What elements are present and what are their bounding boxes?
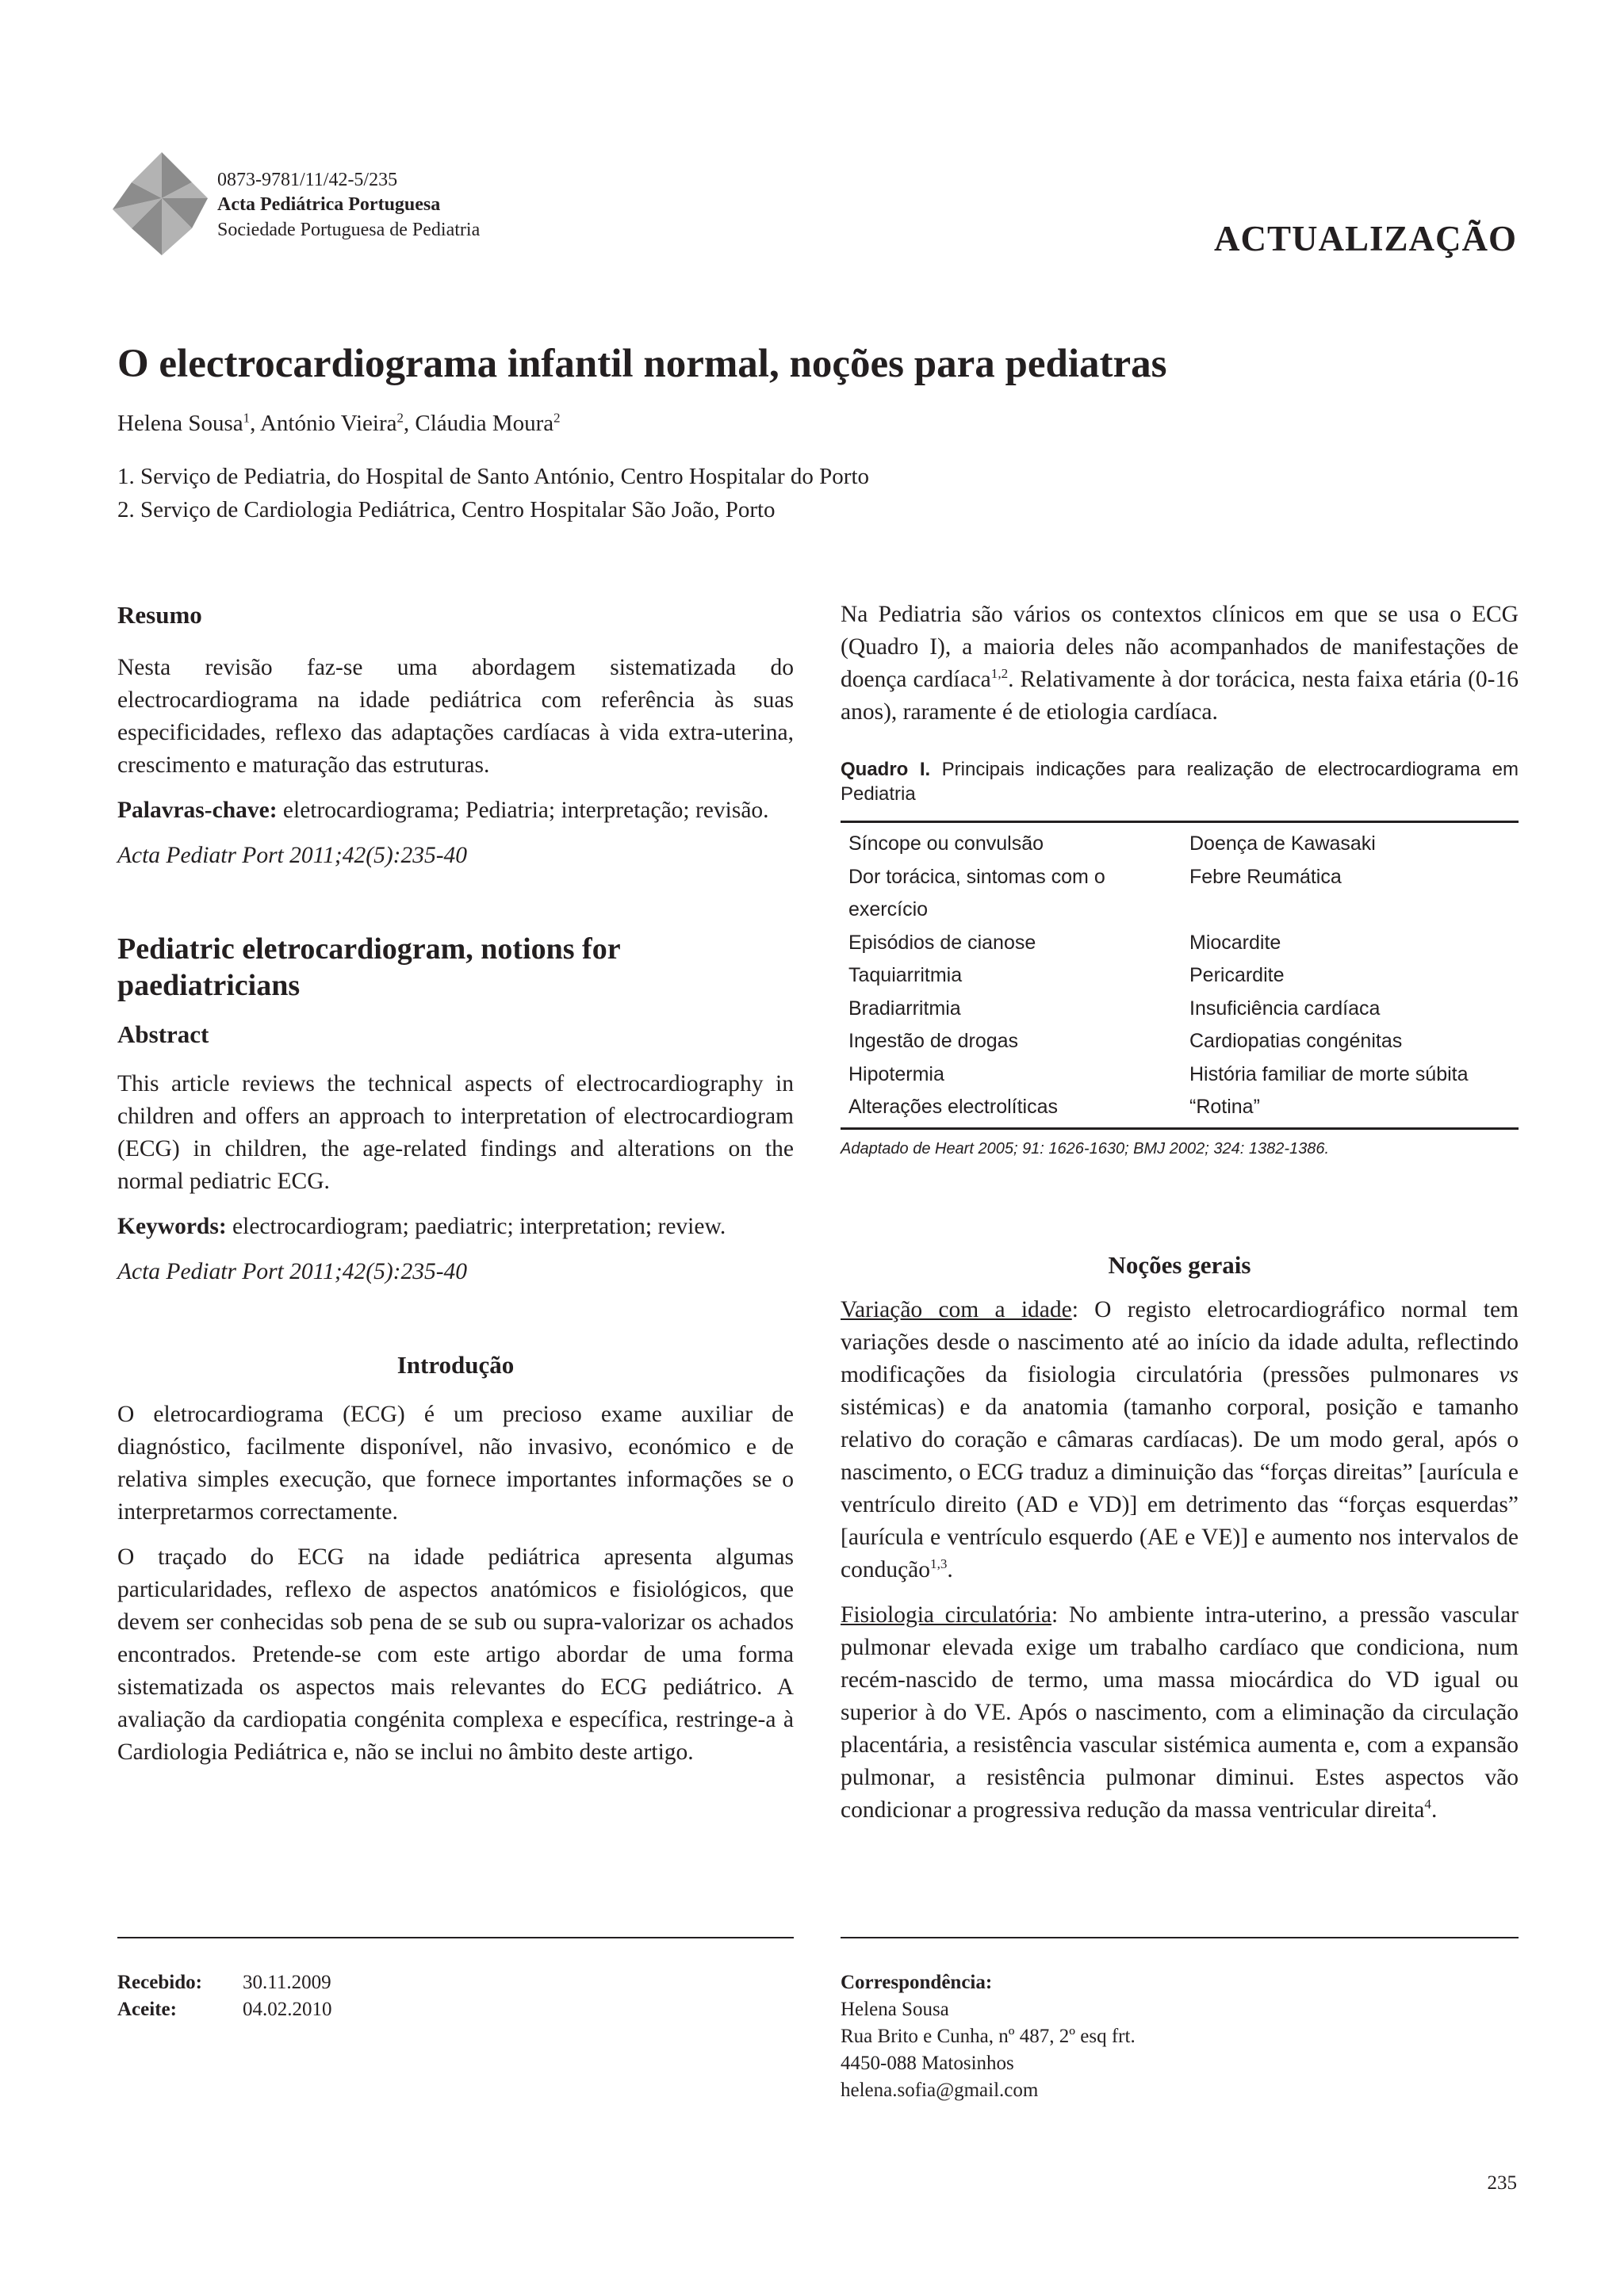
- received-row: Recebido: 30.11.2009: [117, 1972, 331, 1993]
- table-cell: História familiar de morte súbita: [1189, 1062, 1469, 1085]
- table-row: [841, 927, 1519, 960]
- table-cell: Cardiopatias congénitas: [1189, 1030, 1403, 1052]
- accepted-row: Aceite: 04.02.2010: [117, 1999, 332, 2020]
- issn: 0873-9781/11/42-5/235: [217, 170, 398, 190]
- table-cell: Bradiarritmia: [848, 997, 961, 1020]
- table-caption: Quadro I. Principais indicações para realização de electrocardiograma em Pediatria: [841, 759, 1519, 805]
- table-cell: Hipotermia: [848, 1062, 944, 1085]
- table-cell: “Rotina”: [1189, 1096, 1260, 1118]
- right-intro: Na Pediatria são vários os contextos clínicos em que se usa o ECG (Quadro I), a maioria deles não acompanhados de manifestações de doença cardíaca$^{1,2}$. Relativamente à dor torácica, nesta faixa etária (0-16 anos), raramente é de etiologia cardíaca.: [841, 602, 1519, 725]
- introducao-p2: O traçado do ECG na idade pediátrica apresenta algumas particularidades, reflexo de aspectos anatómicos e fisiológicos, que devem ser conhecidas sob pena de se sub ou supra-valorizar os achados encontrados. Pretende-se com este artigo abordar de uma forma sistematizada os aspectos mais relevantes do ECG pediátrico. A avaliação da cardiopatia congénita complexa e específica, restringe-a à Cardiologia Pediátrica e, não se inclui no âmbito deste artigo.: [117, 1544, 794, 1765]
- english-title: Pediatric eletrocardiogram, notions for paediatricians: [117, 932, 620, 1002]
- table-row: [841, 1058, 1519, 1092]
- page-number: 235: [1487, 2172, 1517, 2194]
- table-cell: Febre Reumática: [1189, 865, 1342, 888]
- correspondence-name: Helena Sousa: [841, 1999, 949, 2020]
- author-name: Cláudia Moura: [415, 411, 554, 436]
- introducao-heading: Introdução: [396, 1351, 515, 1379]
- quadro-table-block: [841, 757, 1519, 1160]
- nocoes-p1: Variação com a idade: O registo eletrocardiográfico normal tem variações desde o nascimento até ao início da idade adulta, reflectindo modificações da fisiologia circulatória (pressões pulmonares vs sistémicas) e da anatomia (tamanho corporal, posição e tamanho relativo do coração e câmaras cardíacas). De um modo geral, após o nascimento, o ECG traduz a diminuição das “forças direitas” [aurícula e ventrículo direito (AD e VD)] em detrimento das “forças esquerdas” [aurícula e ventrículo esquerdo (AE e VE)] e aumento nos intervalos de condução$^{1,3}$.: [841, 1296, 1519, 1582]
- table-row: [841, 959, 1519, 993]
- abstract-text: This article reviews the technical aspects of electrocardiography in children and offers an approach to interpretation of electrocardiogram (ECG) in children, the age-related findings and alterations on the normal pediatric ECG.: [117, 1071, 794, 1194]
- table-row: [841, 861, 1519, 927]
- correspondence-address: Rua Brito e Cunha, nº 487, 2º esq frt.: [841, 2026, 1136, 2047]
- table-cell: Insuficiência cardíaca: [1189, 997, 1381, 1020]
- right-column: [841, 599, 1519, 1839]
- indications-table: [841, 821, 1519, 1130]
- left-column: [117, 599, 794, 1781]
- journal-name: Acta Pediátrica Portuguesa: [217, 194, 441, 215]
- table-cell: Alterações electrolíticas: [848, 1096, 1059, 1118]
- citation-en: Acta Pediatr Port 2011;42(5):235-40: [117, 1259, 468, 1284]
- table-cell: Miocardite: [1189, 931, 1281, 954]
- abstract-heading: Abstract: [117, 1020, 209, 1048]
- table-cell: Doença de Kawasaki: [1189, 832, 1376, 855]
- table-cell: Síncope ou convulsão: [848, 832, 1044, 855]
- author-name: Helena Sousa: [117, 411, 243, 436]
- correspondence-label: Correspondência:: [841, 1972, 993, 1993]
- author-name: António Vieira: [259, 411, 397, 436]
- table-cell: Episódios de cianose: [848, 931, 1036, 954]
- keywords-en: Keywords: electrocardiogram; paediatric; interpretation; review.: [117, 1214, 726, 1239]
- footer-divider-right: [841, 1937, 1519, 1938]
- resumo-text: Nesta revisão faz-se uma abordagem sistematizada do electrocardiograma na idade pediátrica com referência às suas especificidades, reflexo das adaptações cardíacas à vida extra-uterina, crescimento e maturação das estruturas.: [117, 655, 794, 778]
- table-row: [841, 1025, 1519, 1058]
- affiliation-1: 1. Serviço de Pediatria, do Hospital de Santo António, Centro Hospitalar do Porto: [117, 464, 870, 489]
- nocoes-p2: Fisiologia circulatória: No ambiente intra-uterino, a pressão vascular pulmonar elevada exige um trabalho cardíaco que condiciona, num recém-nascido de termo, uma massa miocárdica do VD igual ou superior à do VE. Após o nascimento, com a eliminação da circulação placentária, a resistência vascular sistémica aumenta e, com a expansão pulmonar, a resistência pulmonar diminui. Estes aspectos vão condicionar a progressiva redução da massa ventricular direita$^4$.: [841, 1601, 1519, 1823]
- table-cell: Taquiarritmia: [848, 964, 963, 986]
- affiliation-2: 2. Serviço de Cardiologia Pediátrica, Centro Hospitalar São João, Porto: [117, 497, 776, 522]
- nocoes-heading: Noções gerais: [1108, 1250, 1251, 1279]
- table-cell: Ingestão de drogas: [848, 1030, 1019, 1052]
- pinwheel-logo-icon: [113, 152, 208, 255]
- table-source: Adaptado de Heart 2005; 91: 1626-1630; BMJ 2002; 324: 1382-1386.: [841, 1139, 1330, 1158]
- table-row: [841, 993, 1519, 1026]
- keywords-pt: Palavras-chave: eletrocardiograma; Pediatria; interpretação; revisão.: [117, 798, 769, 823]
- society-name: Sociedade Portuguesa de Pediatria: [217, 220, 481, 240]
- footer-divider-left: [117, 1937, 794, 1938]
- correspondence-block: [841, 1969, 1136, 2104]
- introducao-p1: O eletrocardiograma (ECG) é um precioso exame auxiliar de diagnóstico, facilmente disponível, não invasivo, económico e de relativa simples execução, que fornece importantes informações se o interpretarmos correctamente.: [117, 1402, 794, 1525]
- section-label: ACTUALIZAÇÃO: [1213, 219, 1517, 258]
- citation-pt: Acta Pediatr Port 2011;42(5):235-40: [117, 843, 468, 868]
- correspondence-city: 4450-088 Matosinhos: [841, 2053, 1014, 2074]
- authors: Helena Sousa$^1$, António Vieira$^2$, Cláudia Moura$^2$: [117, 410, 561, 436]
- article-title: O electrocardiograma infantil normal, noções para pediatras: [117, 342, 1167, 386]
- table-row: [841, 1091, 1519, 1128]
- resumo-heading: Resumo: [117, 601, 202, 629]
- table-cell: Pericardite: [1189, 964, 1285, 986]
- table-row: [841, 822, 1519, 861]
- table-cell: Dor torácica, sintomas com o exercício: [848, 865, 1105, 920]
- correspondence-email[interactable]: helena.sofia@gmail.com: [841, 2080, 1039, 2101]
